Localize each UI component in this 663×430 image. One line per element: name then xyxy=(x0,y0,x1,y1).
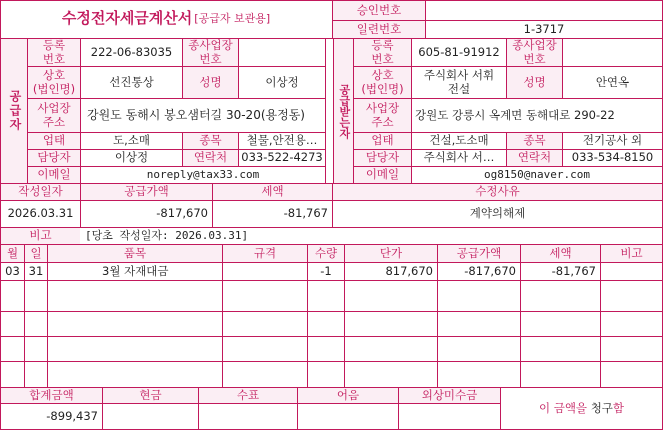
item-header-note: 비고 xyxy=(601,245,662,262)
note-value: [당초 작성일자: 2026.03.31] xyxy=(85,228,249,242)
total-credit xyxy=(399,404,500,429)
approval-number-value xyxy=(426,1,662,20)
item-note xyxy=(601,263,662,280)
summary-supply-header: 공급가액 xyxy=(81,184,212,200)
claim-suffix: 함 xyxy=(612,400,625,415)
supplier-section-label: 공급자 xyxy=(1,39,27,183)
receiver-email-label: 이메일 xyxy=(354,167,411,183)
receiver-address: 강원도 강릉시 옥계면 동해대로 290-22 xyxy=(415,107,615,122)
receiver-manager: 주식회사 서… xyxy=(423,150,495,165)
receiver-email: og8150@naver.com xyxy=(484,167,590,181)
supplier-biz-item: 철물,안전용… xyxy=(246,133,318,148)
summary-reason: 계약의해제 xyxy=(469,206,526,221)
note-label: 비고 xyxy=(1,228,80,244)
supplier-email-label: 이메일 xyxy=(28,167,80,183)
receiver-ceo: 안연옥 xyxy=(595,74,630,89)
approval-number-label: 승인번호 xyxy=(333,1,425,20)
receiver-company: 주식회사 서휘 전설 xyxy=(423,68,495,96)
supplier-manager: 이상정 xyxy=(114,150,149,165)
total-note-header: 어음 xyxy=(298,388,398,403)
summary-tax: -81,767 xyxy=(283,206,328,221)
receiver-biz-item: 전기공사 외 xyxy=(582,133,643,148)
supplier-ceo-label: 성명 xyxy=(183,67,238,98)
receiver-branch-no-label: 종사업장 번호 xyxy=(507,39,562,66)
item-header-supply: 공급가액 xyxy=(438,245,520,262)
total-check-header: 수표 xyxy=(199,388,297,403)
supplier-biz-type-label: 업태 xyxy=(28,133,80,149)
supplier-contact: 033-522-4273 xyxy=(241,150,323,165)
receiver-biz-type: 건설,도소매 xyxy=(429,133,489,148)
supplier-reg-no-label: 등록 번호 xyxy=(28,39,80,66)
serial-number-value: 1-3717 xyxy=(523,21,565,36)
total-cash xyxy=(103,404,198,429)
item-header-day: 일 xyxy=(25,245,47,262)
receiver-biz-type-label: 업태 xyxy=(354,133,411,149)
claim-prefix: 이 금액을 xyxy=(538,400,591,415)
supplier-branch-no xyxy=(239,39,325,66)
supplier-manager-label: 담당자 xyxy=(28,150,80,166)
item-qty: -1 xyxy=(320,263,332,278)
supplier-company-label: 상호 (법인명) xyxy=(28,67,80,98)
summary-supply-amount: -817,670 xyxy=(156,206,208,221)
item-unit-price: 817,670 xyxy=(385,263,433,278)
item-name: 3월 자재대금 xyxy=(102,263,169,278)
item-header-spec: 규격 xyxy=(223,245,307,262)
total-credit-header: 외상미수금 xyxy=(399,388,500,403)
item-day: 31 xyxy=(28,263,44,278)
claim-word: 청구 xyxy=(590,400,613,415)
receiver-address-label: 사업장 주소 xyxy=(354,99,411,132)
item-header-qty: 수량 xyxy=(308,245,344,262)
item-header-name: 품목 xyxy=(48,245,222,262)
item-header-unit-price: 단가 xyxy=(345,245,437,262)
total-amount: -899,437 xyxy=(46,408,98,423)
summary-tax-header: 세액 xyxy=(213,184,332,200)
supplier-branch-no-label: 종사업장 번호 xyxy=(183,39,238,66)
supplier-address-label: 사업장 주소 xyxy=(28,99,80,132)
title-subtitle: [공급자 보관용] xyxy=(194,11,271,25)
receiver-biz-item-label: 종목 xyxy=(507,133,562,149)
supplier-ceo: 이상정 xyxy=(265,74,299,89)
summary-reason-header: 수정사유 xyxy=(333,184,662,200)
receiver-section-label: 공급받는자 xyxy=(334,39,353,183)
total-amount-header: 합계금액 xyxy=(1,388,102,403)
summary-date-header: 작성일자 xyxy=(1,184,80,200)
supplier-contact-label: 연락처 xyxy=(183,150,238,166)
receiver-manager-label: 담당자 xyxy=(354,150,411,166)
receiver-contact-label: 연락처 xyxy=(507,150,562,166)
total-check xyxy=(199,404,297,429)
item-supply-amount: -817,670 xyxy=(464,263,516,278)
supplier-biz-item-label: 종목 xyxy=(183,133,238,149)
supplier-email: noreply@tax33.com xyxy=(146,167,260,181)
total-note xyxy=(298,404,398,429)
receiver-branch-no xyxy=(563,39,662,66)
supplier-address: 강원도 동해시 봉오샘터길 30-20(용정동) xyxy=(87,107,305,122)
supplier-company: 선진통상 xyxy=(109,74,154,89)
receiver-reg-no-label: 등록 번호 xyxy=(354,39,411,66)
item-tax: -81,767 xyxy=(551,263,596,278)
item-header-month: 월 xyxy=(1,245,24,262)
total-cash-header: 현금 xyxy=(103,388,198,403)
claim-statement xyxy=(501,388,662,429)
receiver-ceo-label: 성명 xyxy=(507,67,562,98)
title-text: 수정전자세금계산서 xyxy=(61,9,193,28)
serial-number-label: 일련번호 xyxy=(333,21,425,38)
supplier-reg-no: 222-06-83035 xyxy=(90,44,173,59)
item-month: 03 xyxy=(5,263,20,278)
summary-date: 2026.03.31 xyxy=(7,206,74,221)
document-title xyxy=(0,0,332,38)
item-spec xyxy=(223,263,307,280)
item-header-tax: 세액 xyxy=(521,245,600,262)
receiver-reg-no: 605-81-91912 xyxy=(418,44,500,59)
supplier-biz-type: 도,소매 xyxy=(113,133,150,148)
receiver-company-label: 상호 (법인명) xyxy=(354,67,411,98)
receiver-contact: 033-534-8150 xyxy=(571,150,654,165)
